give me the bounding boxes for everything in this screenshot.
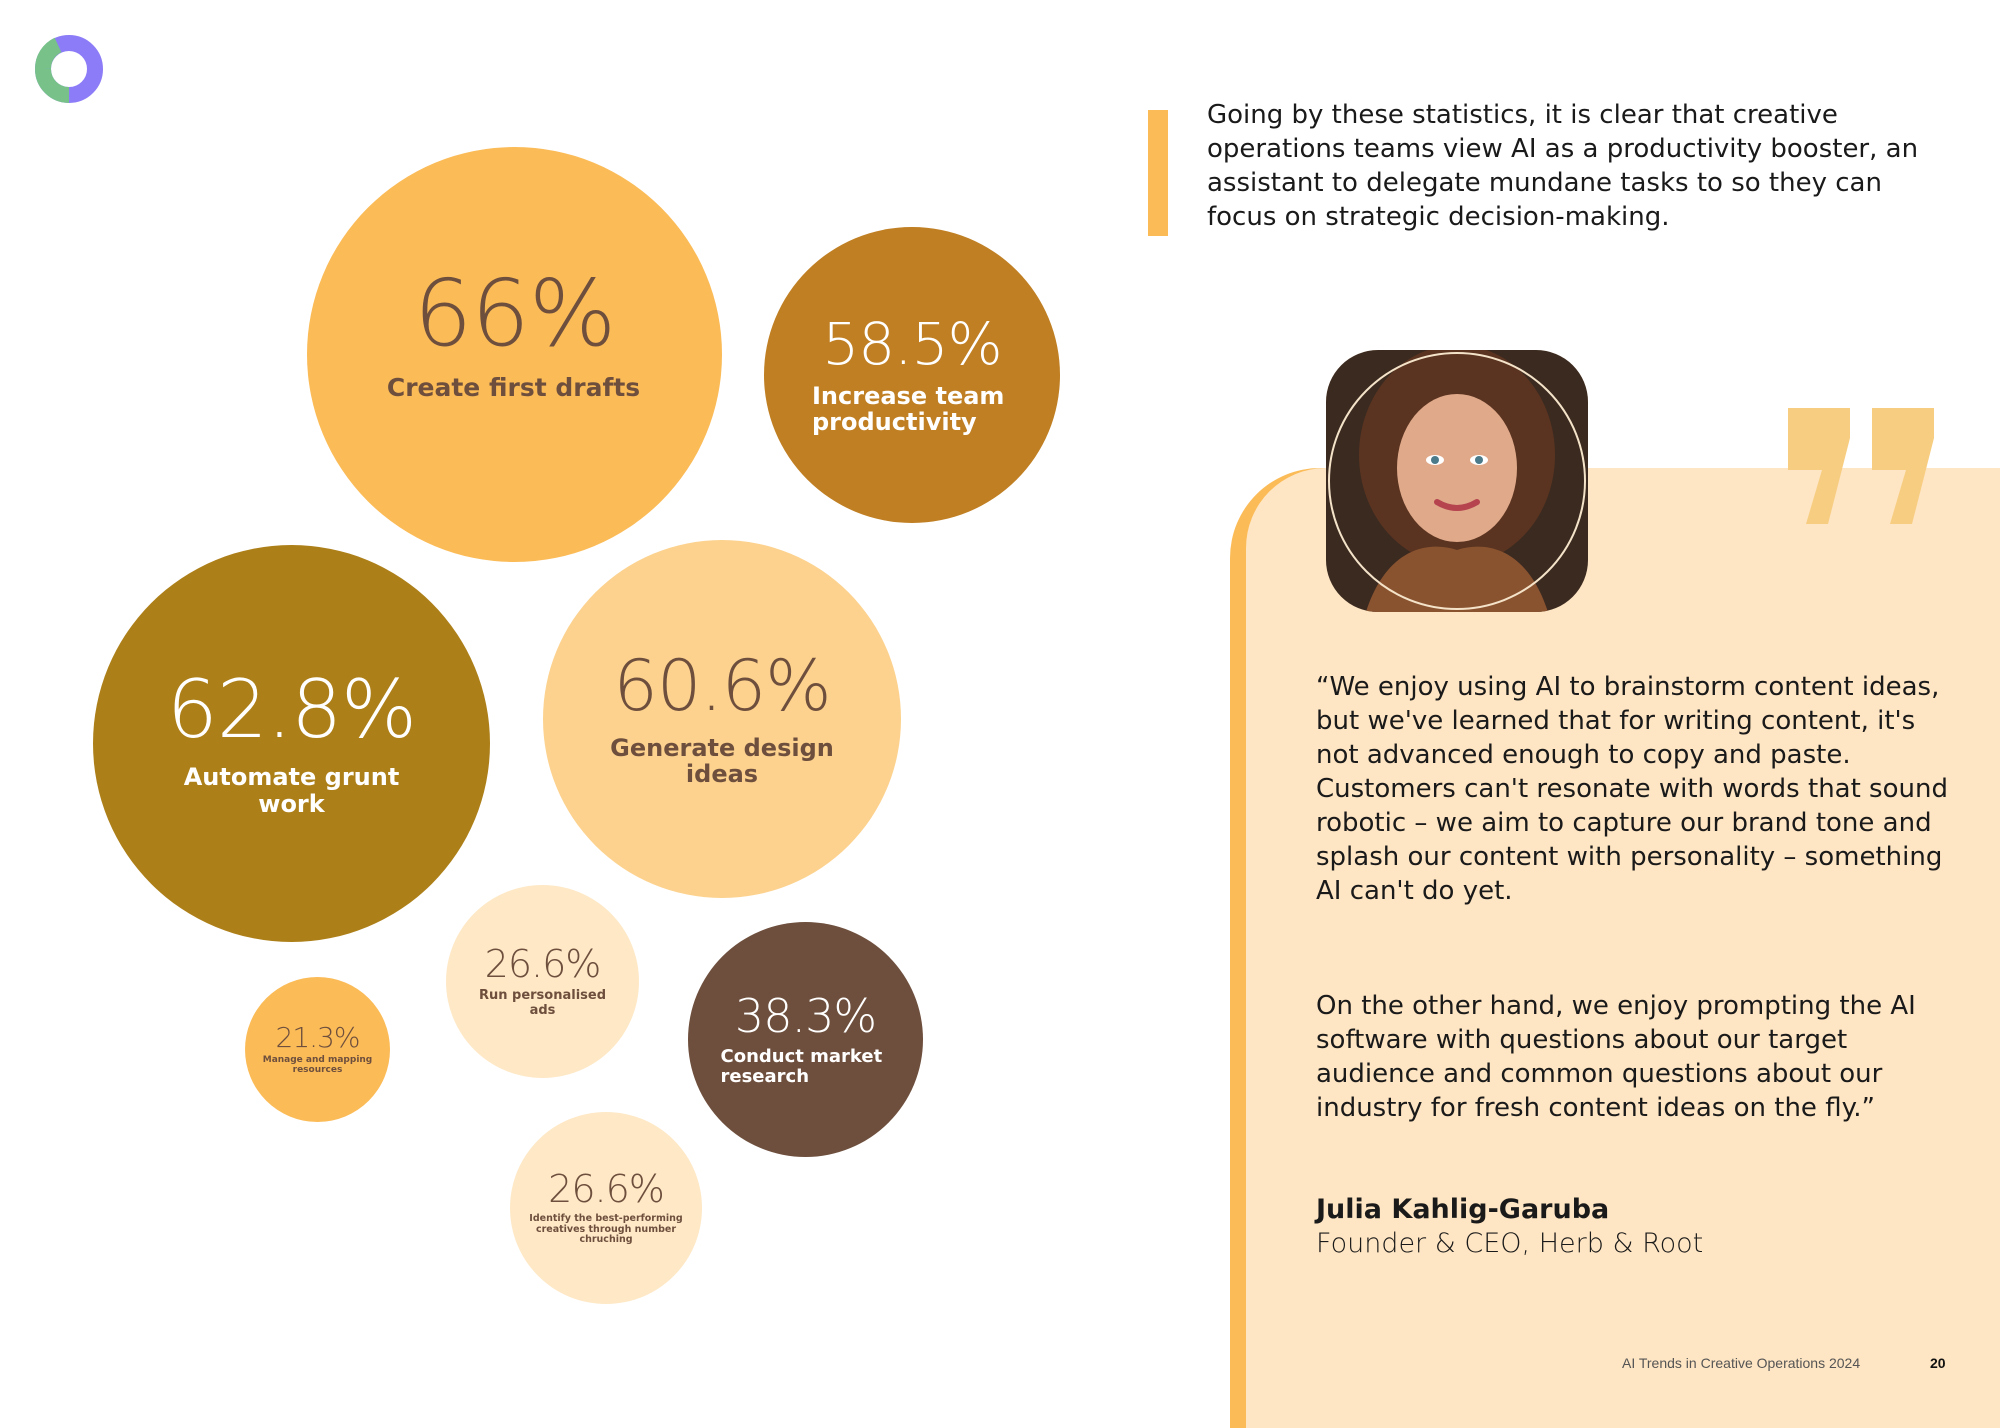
stat-bubble-create-first-drafts [307, 147, 722, 562]
stat-bubble-manage-resources [245, 977, 390, 1122]
author-name: Julia Kahlig-Garuba [1316, 1194, 1610, 1225]
ring-logo-icon [34, 34, 104, 104]
stat-value: 21.3% [275, 1020, 360, 1054]
stat-bubble-increase-productivity [764, 227, 1060, 523]
quote-paragraph-2: On the other hand, we enjoy prompting the AI software with questions about our target audience and common questions about our industry for fresh content ideas on the fly.” [1316, 991, 1916, 1123]
stat-value: 26.6% [548, 1167, 664, 1212]
stat-bubble-generate-design-ideas [543, 540, 901, 898]
quote-mark-icon [1786, 408, 1936, 529]
stat-value: 58.5% [822, 309, 1002, 378]
stat-label: Create first drafts [386, 372, 641, 402]
author-role: Founder & CEO, Herb & Root [1316, 1228, 1704, 1259]
stat-value: 60.6% [613, 644, 831, 727]
author-photo [1326, 350, 1588, 612]
stat-bubble-automate-grunt-work [93, 545, 490, 942]
stat-label: Manage and mapping resources [262, 1054, 373, 1075]
stat-label: Increase team productivity [812, 381, 1005, 436]
stat-bubble-conduct-market-research [688, 922, 923, 1157]
page-number: 20 [1930, 1355, 1946, 1371]
stat-label: Identify the best-performing creatives through number chruching [529, 1213, 683, 1246]
stat-label: Conduct market research [720, 1045, 883, 1087]
stat-value: 26.6% [484, 942, 601, 987]
stat-label: Generate design ideas [610, 733, 834, 788]
stat-label: Run personalised ads [478, 988, 607, 1018]
intro-paragraph: Going by these statistics, it is clear that creative operations teams view AI as a productivity booster, an assistant to delegate mundane tasks to so they can focus on strategic decision-making. [1207, 100, 1919, 232]
quote-panel [1246, 468, 2000, 1428]
stat-bubble-run-personalised-ads [446, 885, 639, 1078]
accent-bar [1148, 110, 1168, 236]
stat-value: 66% [413, 259, 616, 367]
stat-bubble-identify-best-creatives [510, 1112, 702, 1304]
stat-label: Automate grunt work [183, 763, 400, 818]
footer-document-title: AI Trends in Creative Operations 2024 [1622, 1355, 1861, 1371]
stat-value: 62.8% [166, 663, 417, 757]
quote-paragraph-1: “We enjoy using AI to brainstorm content ideas, but we've learned that for writing content, it's not advanced enough to copy and paste. Customers can't resonate with words that sound robotic – we aim to capture our brand tone and splash our content with personality – something AI can't do yet. [1316, 672, 1948, 906]
stat-value: 38.3% [734, 988, 877, 1043]
